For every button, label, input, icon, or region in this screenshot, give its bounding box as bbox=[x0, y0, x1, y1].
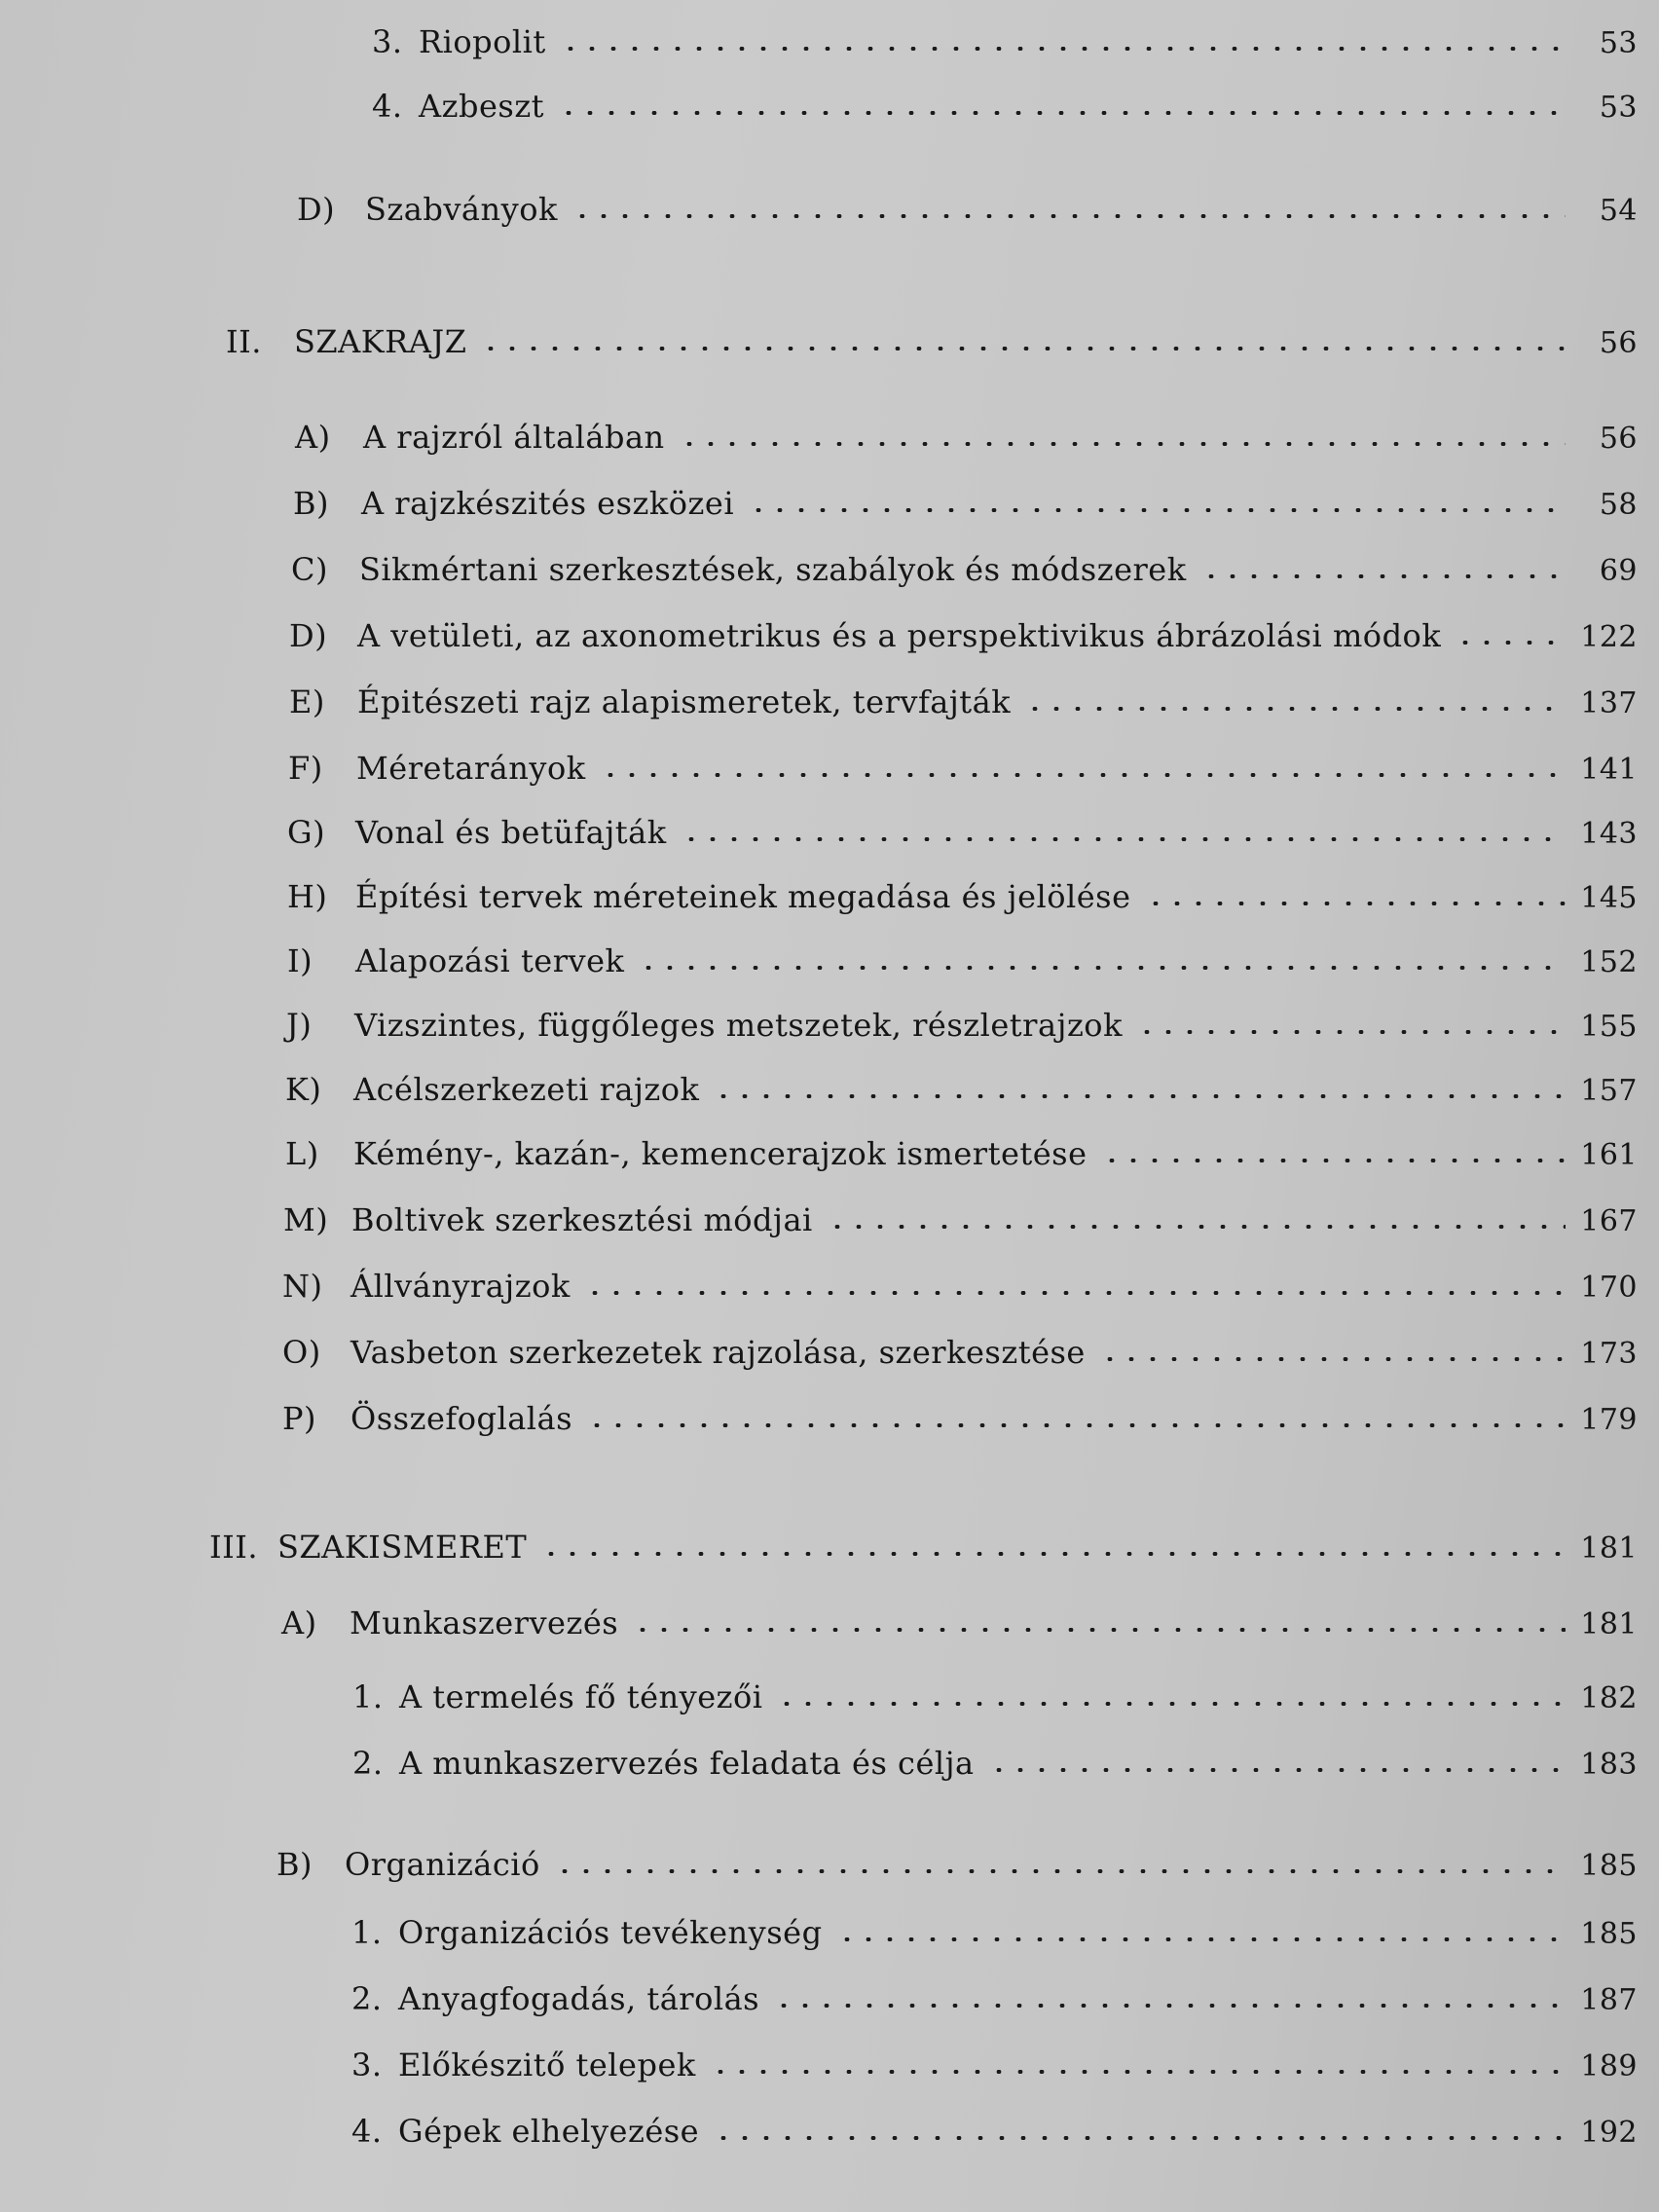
toc-title: A rajzkészités eszközei bbox=[361, 485, 735, 522]
toc-title: SZAKRAJZ bbox=[294, 323, 467, 360]
leader-dots bbox=[1136, 1030, 1566, 1034]
toc-marker: 2. bbox=[351, 1980, 383, 2017]
toc-title: Sikmértani szerkesztések, szabályok és módszerek bbox=[359, 551, 1187, 588]
toc-entry bbox=[285, 1122, 1638, 1172]
toc-title: Acélszerkezeti rajzok bbox=[353, 1071, 700, 1108]
toc-title: Riopolit bbox=[419, 23, 546, 60]
toc-page-number: 54 bbox=[1599, 194, 1638, 228]
toc-title: Állványrajzok bbox=[350, 1268, 571, 1305]
toc-marker: F) bbox=[288, 750, 323, 787]
toc-entry bbox=[295, 405, 1638, 456]
toc-marker: C) bbox=[291, 551, 328, 588]
toc-title: A vetületi, az axonometrikus és a perspektivikus ábrázolási módok bbox=[357, 617, 1442, 654]
toc-page-number: 53 bbox=[1599, 91, 1638, 125]
toc-title: SZAKISMERET bbox=[277, 1529, 528, 1566]
toc-page-number: 187 bbox=[1580, 1983, 1638, 2017]
toc-entry bbox=[281, 1591, 1638, 1641]
toc-page-number: 143 bbox=[1580, 817, 1638, 851]
toc-section bbox=[209, 1515, 1638, 1566]
toc-section bbox=[226, 310, 1638, 360]
toc-page-number: 183 bbox=[1580, 1748, 1638, 1782]
leader-dots bbox=[679, 442, 1566, 446]
toc-title: Munkaszervezés bbox=[350, 1604, 619, 1641]
leader-dots bbox=[713, 2136, 1566, 2140]
toc-marker: K) bbox=[285, 1071, 322, 1108]
toc-marker: M) bbox=[283, 1201, 329, 1238]
toc-marker: 1. bbox=[352, 1678, 384, 1715]
toc-title: Építési tervek méreteinek megadása és jelölése bbox=[355, 878, 1131, 915]
toc-entry bbox=[282, 1254, 1638, 1305]
toc-page-number: 152 bbox=[1580, 945, 1638, 979]
toc-marker: 4. bbox=[372, 88, 403, 125]
toc-marker: A) bbox=[295, 419, 331, 456]
toc-marker: G) bbox=[287, 814, 326, 851]
toc-page-number: 145 bbox=[1580, 881, 1638, 915]
toc-entry bbox=[287, 929, 1638, 979]
leader-dots bbox=[540, 1552, 1566, 1556]
toc-entry bbox=[287, 865, 1638, 915]
toc-marker: P) bbox=[282, 1400, 317, 1437]
leader-dots bbox=[773, 2004, 1566, 2008]
leader-dots bbox=[827, 1225, 1566, 1229]
toc-entry bbox=[297, 177, 1638, 228]
toc-page-number: 182 bbox=[1580, 1681, 1638, 1715]
toc-page-number: 181 bbox=[1580, 1607, 1638, 1641]
toc-marker: N) bbox=[282, 1268, 323, 1305]
toc-page-number: 122 bbox=[1580, 620, 1638, 654]
toc-marker: D) bbox=[289, 617, 328, 654]
leader-dots bbox=[681, 837, 1566, 841]
leader-dots bbox=[748, 508, 1566, 512]
toc-title: Méretarányok bbox=[356, 750, 586, 787]
toc-marker: O) bbox=[282, 1334, 321, 1371]
toc-marker: III. bbox=[209, 1529, 259, 1566]
leader-dots bbox=[1200, 574, 1566, 578]
toc-entry bbox=[351, 2099, 1638, 2150]
leader-dots bbox=[554, 1869, 1566, 1873]
toc-page-number: 56 bbox=[1599, 326, 1638, 360]
toc-entry bbox=[285, 1057, 1638, 1108]
toc-page-number: 185 bbox=[1580, 1849, 1638, 1883]
toc-entry bbox=[372, 74, 1638, 125]
toc-entry bbox=[351, 2033, 1638, 2083]
leader-dots bbox=[560, 47, 1566, 51]
toc-title: Szabványok bbox=[365, 191, 558, 228]
toc-marker: 2. bbox=[352, 1745, 384, 1782]
toc-page-number: 179 bbox=[1580, 1403, 1638, 1437]
leader-dots bbox=[1099, 1357, 1566, 1361]
toc-page-number: 185 bbox=[1580, 1917, 1638, 1951]
leader-dots bbox=[632, 1628, 1566, 1632]
toc-title: A rajzról általában bbox=[363, 419, 665, 456]
toc-marker: II. bbox=[226, 323, 262, 360]
toc-page-number: 58 bbox=[1599, 488, 1638, 522]
toc-entry bbox=[289, 604, 1638, 654]
toc-title: Alapozási tervek bbox=[355, 942, 625, 979]
toc-page-number: 155 bbox=[1580, 1010, 1638, 1044]
toc-entry bbox=[286, 993, 1638, 1044]
toc-page-number: 170 bbox=[1580, 1271, 1638, 1305]
toc-title: A munkaszervezés feladata és célja bbox=[399, 1745, 975, 1782]
toc-title: Vasbeton szerkezetek rajzolása, szerkesztése bbox=[350, 1334, 1086, 1371]
toc-page-number: 161 bbox=[1580, 1138, 1638, 1172]
toc-title: Boltivek szerkesztési módjai bbox=[351, 1201, 813, 1238]
toc-marker: H) bbox=[287, 878, 328, 915]
leader-dots bbox=[584, 1291, 1566, 1295]
toc-entry bbox=[372, 10, 1638, 60]
toc-entry bbox=[293, 471, 1638, 522]
leader-dots bbox=[988, 1768, 1566, 1772]
toc-title: Előkészitő telepek bbox=[398, 2046, 696, 2083]
leader-dots bbox=[1024, 707, 1566, 711]
toc-title: A termelés fő tényezői bbox=[399, 1678, 763, 1715]
toc-title: Azbeszt bbox=[419, 88, 545, 125]
toc-entry bbox=[351, 1900, 1638, 1951]
toc-entry bbox=[282, 1386, 1638, 1437]
toc-page-number: 181 bbox=[1580, 1531, 1638, 1566]
toc-marker: E) bbox=[289, 683, 325, 720]
toc-entry bbox=[288, 736, 1638, 787]
toc-marker: 3. bbox=[372, 23, 403, 60]
toc-entry bbox=[352, 1731, 1638, 1782]
toc-page-number: 141 bbox=[1580, 753, 1638, 787]
toc-title: Vizszintes, függőleges metszetek, részletrajzok bbox=[354, 1007, 1123, 1044]
toc-title: Organizációs tevékenység bbox=[398, 1914, 823, 1951]
toc-page-number: 173 bbox=[1580, 1337, 1638, 1371]
leader-dots bbox=[713, 1094, 1566, 1098]
toc-title: Kémény-, kazán-, kemencerajzok ismertetése bbox=[353, 1135, 1088, 1172]
toc-marker: 3. bbox=[351, 2046, 383, 2083]
toc-title: Anyagfogadás, tárolás bbox=[398, 1980, 760, 2017]
toc-page-number: 189 bbox=[1580, 2049, 1638, 2083]
toc-marker: 4. bbox=[351, 2113, 383, 2150]
toc-entry bbox=[282, 1320, 1638, 1371]
toc-marker: J) bbox=[286, 1007, 313, 1044]
leader-dots bbox=[586, 1423, 1566, 1427]
leader-dots bbox=[571, 214, 1566, 218]
toc-title: Épitészeti rajz alapismeretek, tervfajták bbox=[357, 683, 1012, 720]
leader-dots bbox=[836, 1937, 1566, 1941]
toc-entry bbox=[289, 670, 1638, 720]
leader-dots bbox=[1145, 902, 1566, 905]
leader-dots bbox=[600, 773, 1566, 777]
toc-page-number: 137 bbox=[1580, 686, 1638, 720]
toc-title: Organizáció bbox=[345, 1846, 540, 1883]
leader-dots bbox=[638, 966, 1566, 970]
leader-dots bbox=[1455, 641, 1566, 645]
toc-marker: B) bbox=[293, 485, 329, 522]
toc-title: Összefoglalás bbox=[350, 1400, 573, 1437]
toc-marker: B) bbox=[276, 1846, 313, 1883]
toc-page-number: 69 bbox=[1599, 554, 1638, 588]
toc-title: Vonal és betüfajták bbox=[355, 814, 667, 851]
toc-marker: L) bbox=[285, 1135, 319, 1172]
leader-dots bbox=[1101, 1159, 1566, 1162]
leader-dots bbox=[710, 2070, 1566, 2074]
toc-marker: I) bbox=[287, 942, 313, 979]
toc-page-number: 192 bbox=[1580, 2116, 1638, 2150]
toc-entry bbox=[351, 1967, 1638, 2017]
leader-dots bbox=[558, 111, 1566, 115]
toc-entry bbox=[287, 800, 1638, 851]
toc-page-number: 53 bbox=[1599, 26, 1638, 60]
toc-entry bbox=[291, 537, 1638, 588]
toc-entry bbox=[283, 1188, 1638, 1238]
toc-entry bbox=[276, 1832, 1638, 1883]
toc-entry bbox=[352, 1665, 1638, 1715]
leader-dots bbox=[480, 347, 1566, 350]
toc-page-number: 56 bbox=[1599, 422, 1638, 456]
leader-dots bbox=[776, 1702, 1566, 1706]
toc-title: Gépek elhelyezése bbox=[398, 2113, 700, 2150]
toc-page-number: 167 bbox=[1580, 1204, 1638, 1238]
toc-marker: D) bbox=[297, 191, 336, 228]
toc-marker: A) bbox=[281, 1604, 317, 1641]
toc-marker: 1. bbox=[351, 1914, 383, 1951]
toc-page-number: 157 bbox=[1580, 1074, 1638, 1108]
